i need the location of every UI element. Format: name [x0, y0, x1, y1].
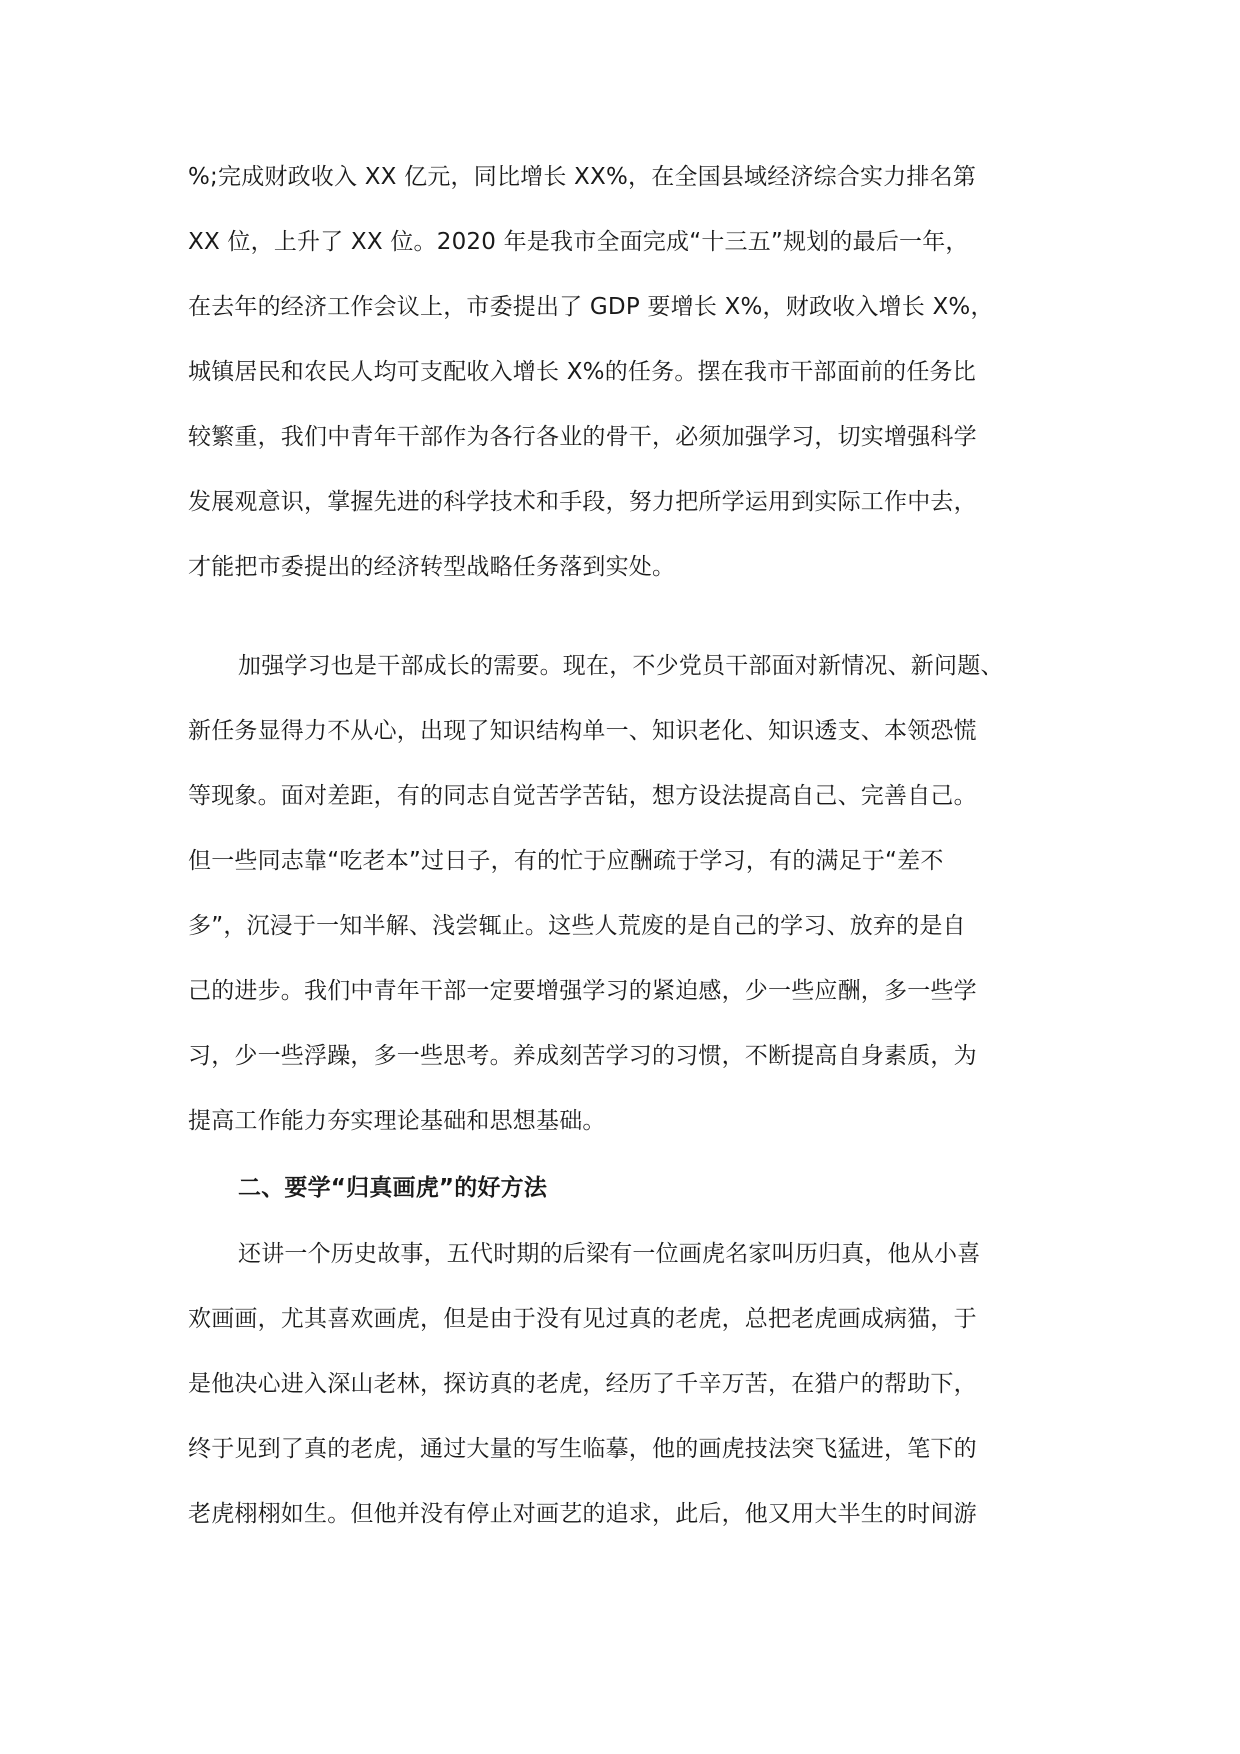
paragraph-line: 欢画画，尤其喜欢画虎，但是由于没有见过真的老虎，总把老虎画成病猫，于	[188, 1306, 977, 1332]
paragraph-line: 加强学习也是干部成长的需要。现在，不少党员干部面对新情况、新问题、	[238, 653, 1004, 679]
paragraph-line: 习，少一些浮躁，多一些思考。养成刻苦学习的习惯，不断提高自身素质，为	[188, 1043, 977, 1069]
paragraph-history-story	[188, 1222, 1068, 1547]
paragraph-line: 才能把市委提出的经济转型战略任务落到实处。	[188, 554, 676, 580]
paragraph-line: 老虎栩栩如生。但他并没有停止对画艺的追求，此后，他又用大半生的时间游	[188, 1501, 977, 1527]
paragraph-line: 城镇居民和农民人均可支配收入增长 X%的任务。摆在我市干部面前的任务比	[188, 359, 976, 385]
paragraph-line: 等现象。面对差距，有的同志自觉苦学苦钻，想方设法提高自己、完善自己。	[188, 783, 977, 809]
paragraph-line: 终于见到了真的老虎，通过大量的写生临摹，他的画虎技法突飞猛进，笔下的	[188, 1436, 977, 1462]
paragraph-line: 多”，沉浸于一知半解、浅尝辄止。这些人荒废的是自己的学习、放弃的是自	[188, 913, 966, 939]
paragraph-learning-growth	[188, 634, 1068, 1154]
section-heading-block	[188, 1156, 1068, 1221]
paragraph-line: XX 位，上升了 XX 位。2020 年是我市全面完成“十三五”规划的最后一年，	[188, 229, 969, 255]
paragraph-line: 己的进步。我们中青年干部一定要增强学习的紧迫感，少一些应酬，多一些学	[188, 978, 977, 1004]
paragraph-continuation	[188, 145, 1068, 600]
paragraph-line: 提高工作能力夯实理论基础和思想基础。	[188, 1108, 606, 1134]
paragraph-line: 在去年的经济工作会议上，市委提出了 GDP 要增长 X%，财政收入增长 X%，	[188, 294, 994, 320]
section-heading: 二、要学“归真画虎”的好方法	[238, 1175, 548, 1201]
paragraph-line: 较繁重，我们中青年干部作为各行各业的骨干，必须加强学习，切实增强科学	[188, 424, 977, 450]
paragraph-line: 发展观意识，掌握先进的科学技术和手段，努力把所学运用到实际工作中去，	[188, 489, 977, 515]
paragraph-line: %;完成财政收入 XX 亿元，同比增长 XX%，在全国县域经济综合实力排名第	[188, 164, 977, 190]
paragraph-line: 但一些同志靠“吃老本”过日子，有的忙于应酬疏于学习，有的满足于“差不	[188, 848, 944, 874]
paragraph-line: 还讲一个历史故事，五代时期的后梁有一位画虎名家叫历归真，他从小喜	[238, 1241, 981, 1267]
paragraph-line: 新任务显得力不从心，出现了知识结构单一、知识老化、知识透支、本领恐慌	[188, 718, 977, 744]
paragraph-line: 是他决心进入深山老林，探访真的老虎，经历了千辛万苦，在猎户的帮助下，	[188, 1371, 977, 1397]
